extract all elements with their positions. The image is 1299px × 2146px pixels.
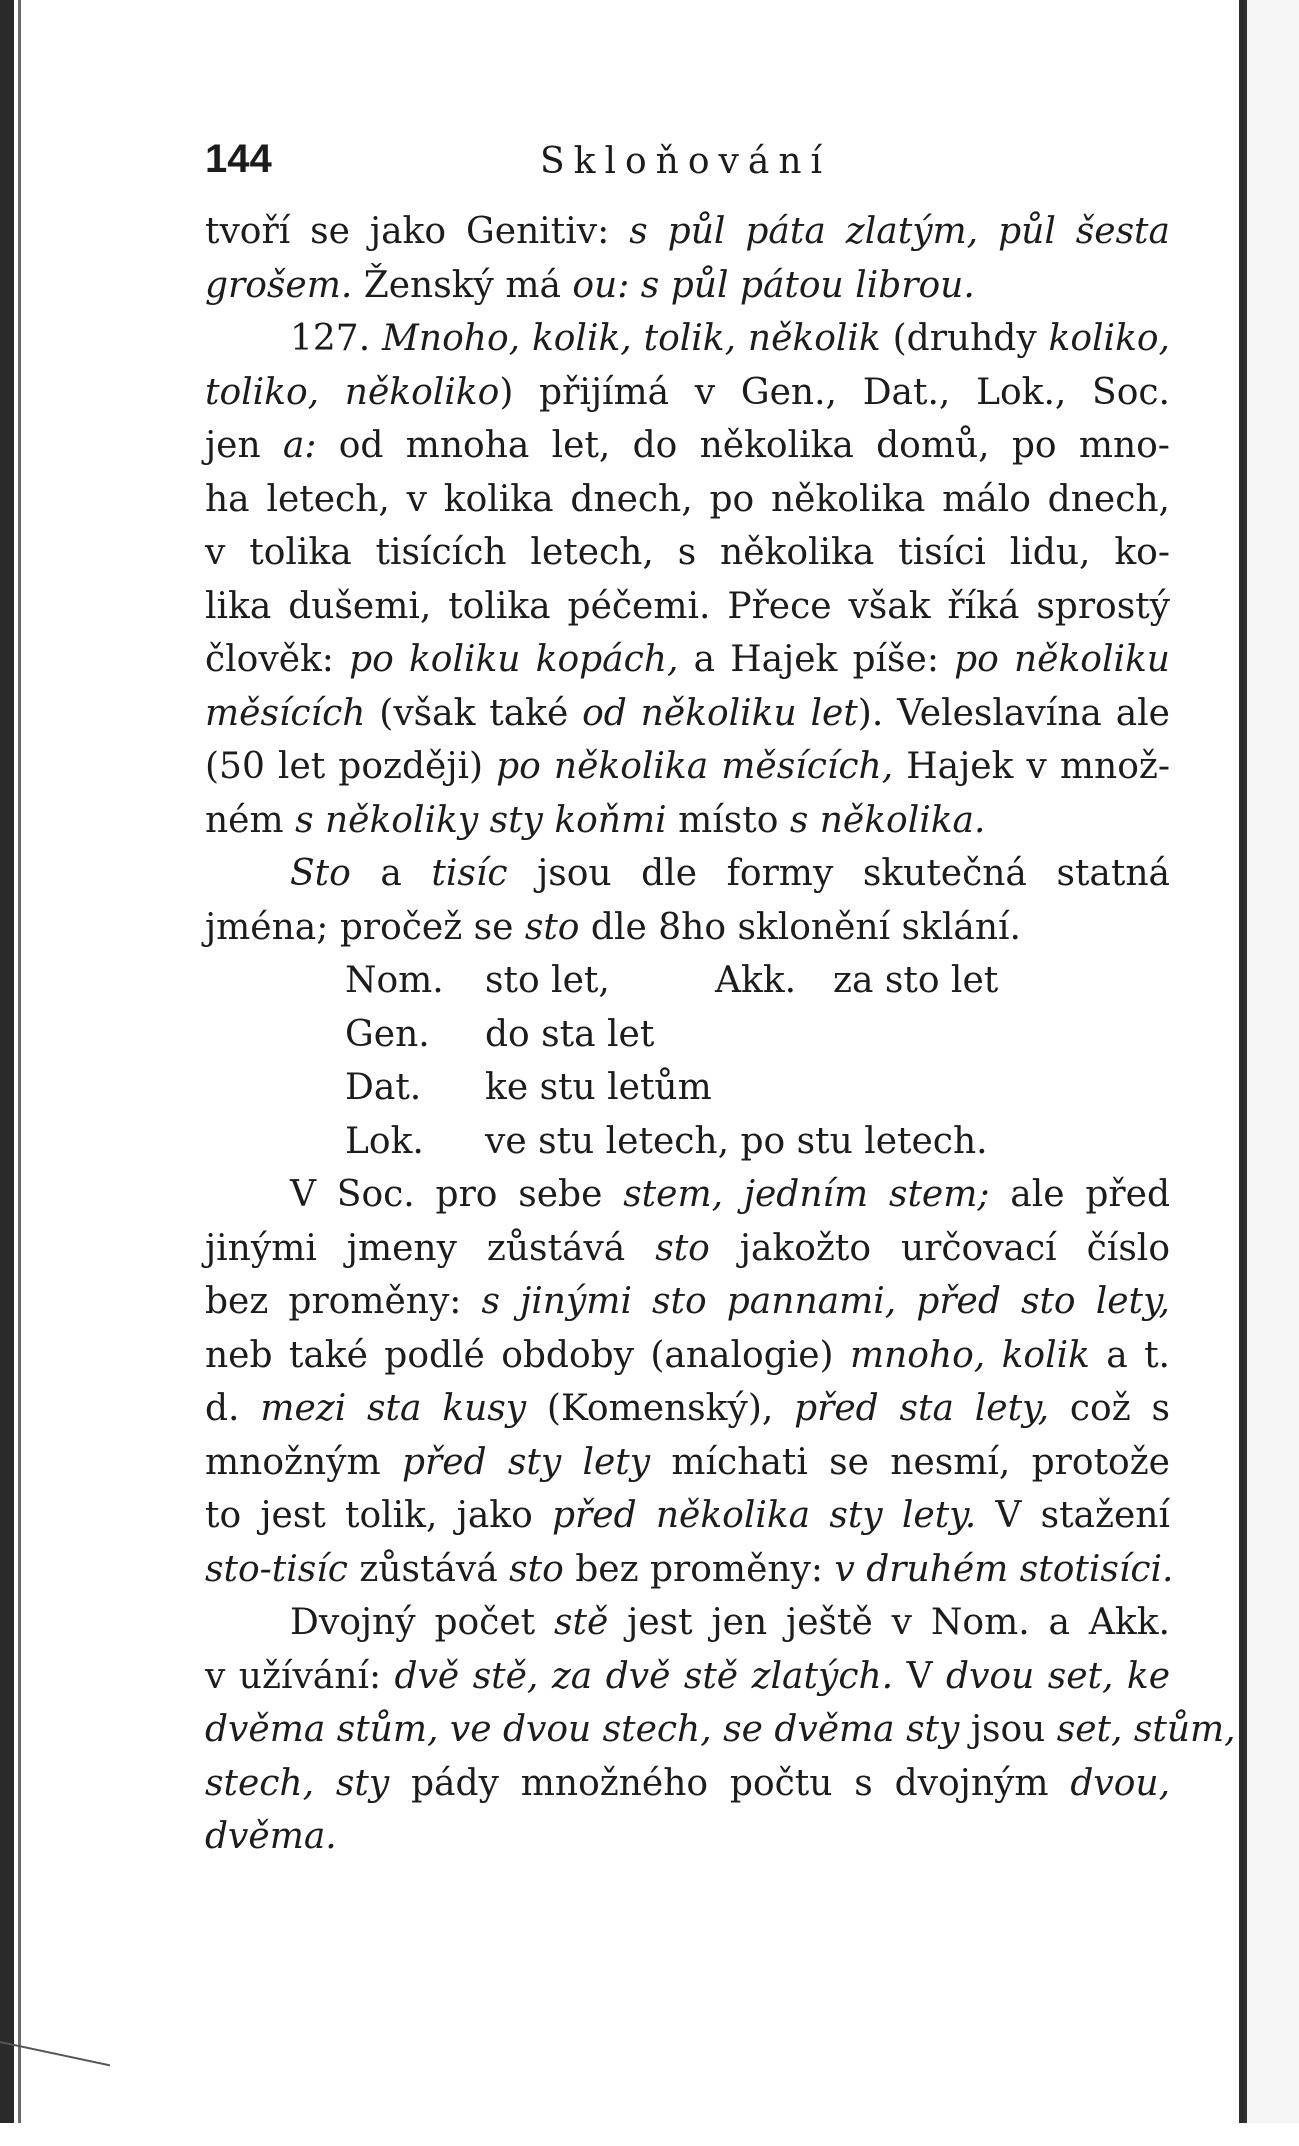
text-run: místo xyxy=(666,799,790,841)
text-run: V Soc. pro sebe xyxy=(290,1174,624,1215)
case-label: Nom. xyxy=(345,960,444,1001)
italic-text: dvou set, ke xyxy=(946,1655,1170,1697)
text-line xyxy=(205,1329,1170,1383)
italic-text: měsících xyxy=(205,692,366,734)
italic-text: po několiku xyxy=(954,639,1170,680)
italic-text: před sty lety xyxy=(401,1441,651,1483)
italic-text: s jinými sto pannami, před sto lety, xyxy=(481,1281,1170,1322)
text-run: a Hajek píše: xyxy=(678,639,955,680)
text-run: (Komenský), xyxy=(526,1388,795,1429)
text-line xyxy=(205,366,1170,420)
paragraph-genitiv xyxy=(205,205,1170,312)
page-right-edge xyxy=(1244,0,1299,2123)
text-body-bottom xyxy=(205,1168,1236,1864)
text-run: a t. xyxy=(1089,1334,1170,1376)
page-number: 144 xyxy=(205,137,272,181)
text-run: pády množného počtu s dvojným xyxy=(389,1762,1071,1804)
declension-row xyxy=(345,1008,1170,1062)
text-run: lika dušemi, tolika péčemi. Přece však říká sprostý xyxy=(205,585,1170,627)
italic-text: grošem. xyxy=(205,264,353,306)
text-run: jakožto určovací číslo xyxy=(709,1227,1170,1269)
text-run: ). Veleslavína ale xyxy=(857,692,1170,734)
italic-text: tisíc xyxy=(431,853,508,894)
text-run: d. xyxy=(205,1388,261,1429)
italic-text: sto xyxy=(524,906,580,948)
text-run: jména; pročež se xyxy=(205,906,525,948)
italic-text: dvěma. xyxy=(205,1816,337,1857)
italic-text: set, stům, xyxy=(1056,1709,1236,1750)
declension-row xyxy=(345,1115,1170,1169)
italic-text: Sto xyxy=(290,853,351,894)
italic-text: mnoho, kolik xyxy=(849,1334,1090,1376)
case-label xyxy=(715,1115,833,1169)
text-run: ale před xyxy=(989,1174,1170,1215)
case-label: Gen. xyxy=(345,1013,430,1055)
text-body-top xyxy=(205,205,1170,954)
text-run: zůstává xyxy=(347,1548,510,1590)
text-run: Ženský má xyxy=(352,264,573,306)
text-run: jest jen ještě v Nom. a Akk. xyxy=(608,1602,1170,1643)
text-run: ) přijímá v Gen., Dat., Lok., Soc. xyxy=(499,371,1171,413)
italic-text: po koliku kopách, xyxy=(349,639,679,680)
text-run: člověk: xyxy=(205,639,350,680)
page-left-edge-line xyxy=(18,0,21,2123)
case-form: za sto let xyxy=(833,960,999,1001)
text-line xyxy=(205,847,1170,901)
text-run: množným xyxy=(205,1441,402,1483)
text-run: V xyxy=(893,1655,947,1697)
paragraph-sto xyxy=(205,847,1170,954)
italic-text: od několiku let xyxy=(582,692,858,734)
text-line xyxy=(205,473,1170,527)
text-run: (50 let později) xyxy=(205,746,497,787)
text-run: (však také xyxy=(365,692,583,734)
text-run: od mnoha let, do několika domů, po mno- xyxy=(316,425,1170,466)
text-line xyxy=(205,687,1170,741)
text-run: (druhdy xyxy=(880,318,1049,359)
italic-text: dvě stě, za dvě stě zlatých. xyxy=(394,1655,894,1697)
italic-text: s několiky sty koňmi xyxy=(295,799,667,841)
case-label: Akk. xyxy=(715,960,797,1001)
text-line xyxy=(205,740,1170,794)
italic-text: s několika. xyxy=(789,799,986,841)
text-run: bez proměny: xyxy=(205,1281,482,1322)
text-line xyxy=(205,1489,1170,1543)
italic-text: stem, jedním stem; xyxy=(623,1174,990,1215)
declension-row xyxy=(345,954,1170,1008)
paragraph-soc xyxy=(205,1168,1174,1596)
text-run: Hajek v množ- xyxy=(893,746,1170,787)
italic-text: dvěma stům, ve dvou stech, se dvěma sty xyxy=(205,1709,960,1750)
text-run: jsou dle formy skutečná statná xyxy=(507,853,1170,894)
text-run: a xyxy=(350,853,432,894)
text-run: bez proměny: xyxy=(563,1548,835,1590)
text-line xyxy=(205,1436,1170,1490)
text-line xyxy=(205,1757,1170,1811)
text-run: což s xyxy=(1049,1388,1170,1429)
italic-text: před sta lety, xyxy=(794,1388,1050,1429)
text-run: jinými jmeny zůstává xyxy=(205,1227,656,1269)
italic-text: dvou, xyxy=(1070,1762,1171,1804)
running-title: Skloňování xyxy=(540,141,832,182)
italic-text: ou: s půl pátou librou. xyxy=(572,264,975,306)
text-run: to jest tolik, jako xyxy=(205,1495,553,1536)
text-line xyxy=(205,580,1170,634)
text-run: jen xyxy=(205,425,283,466)
page-corner-curl xyxy=(0,2041,110,2146)
italic-text: stech, sty xyxy=(205,1762,390,1804)
text-line xyxy=(205,419,1170,473)
text-run: dle 8ho sklonění sklání. xyxy=(579,906,1021,948)
paragraph-127 xyxy=(205,312,1170,847)
text-line xyxy=(205,633,1170,687)
declension-row xyxy=(345,1061,1170,1115)
text-run: míchati se nesmí, protože xyxy=(650,1441,1170,1483)
text-run: ném xyxy=(205,799,296,841)
text-line xyxy=(205,1810,1170,1864)
italic-text: s půl páta zlatým, půl šesta xyxy=(629,211,1170,252)
text-line xyxy=(205,1222,1170,1276)
text-line xyxy=(205,1703,1236,1757)
declension-table xyxy=(205,954,1170,1168)
italic-text: před několika sty lety. xyxy=(552,1495,977,1536)
case-label xyxy=(715,1008,833,1062)
text-line xyxy=(205,1275,1170,1329)
text-line xyxy=(205,794,1170,848)
case-label: Lok. xyxy=(345,1120,424,1162)
text-run: 127. xyxy=(290,318,383,359)
paragraph-dvojny xyxy=(205,1596,1236,1864)
page-header xyxy=(205,125,1170,205)
text-run: tvoří se jako Genitiv: xyxy=(205,211,630,252)
case-label xyxy=(715,1061,833,1115)
text-line xyxy=(205,259,1170,313)
case-label: Dat. xyxy=(345,1067,422,1108)
text-line xyxy=(205,1168,1170,1222)
text-line xyxy=(205,312,1170,366)
italic-text: a: xyxy=(282,425,317,466)
case-form: ve stu letech, po stu letech. xyxy=(485,1120,988,1162)
text-line xyxy=(205,526,1170,580)
text-run: v užívání: xyxy=(205,1655,395,1697)
case-form: do sta let xyxy=(485,1013,655,1055)
italic-text: sto xyxy=(655,1227,710,1269)
text-line xyxy=(205,205,1170,259)
italic-text: sto xyxy=(509,1548,564,1590)
text-run: v tolika tisících letech, s několika tisíci lidu, ko- xyxy=(205,532,1170,573)
text-line xyxy=(205,1543,1174,1597)
text-run: ha letech, v kolika dnech, po několika málo dnech, xyxy=(205,478,1170,520)
italic-text: Mnoho, kolik, tolik, několik xyxy=(382,318,881,359)
italic-text: mezi sta kusy xyxy=(260,1388,527,1429)
italic-text: koliko, xyxy=(1048,318,1170,359)
text-run: jsou xyxy=(959,1709,1057,1750)
text-run: neb také podlé obdoby (analogie) xyxy=(205,1334,850,1376)
text-line xyxy=(205,1596,1170,1650)
italic-text: po několika měsících, xyxy=(496,746,894,787)
italic-text: v druhém stotisíci. xyxy=(834,1548,1174,1590)
book-page xyxy=(205,125,1236,1864)
page-left-edge xyxy=(0,0,14,2123)
case-form: sto let, xyxy=(485,960,610,1001)
text-run: V stažení xyxy=(976,1495,1170,1536)
italic-text: stě xyxy=(554,1602,609,1643)
text-line xyxy=(205,1650,1170,1704)
italic-text: sto-tisíc xyxy=(205,1548,348,1590)
italic-text: toliko, několiko xyxy=(205,371,500,413)
text-line xyxy=(205,1382,1170,1436)
text-line xyxy=(205,901,1170,955)
case-form: ke stu letům xyxy=(485,1067,712,1108)
text-run: Dvojný počet xyxy=(290,1602,555,1643)
